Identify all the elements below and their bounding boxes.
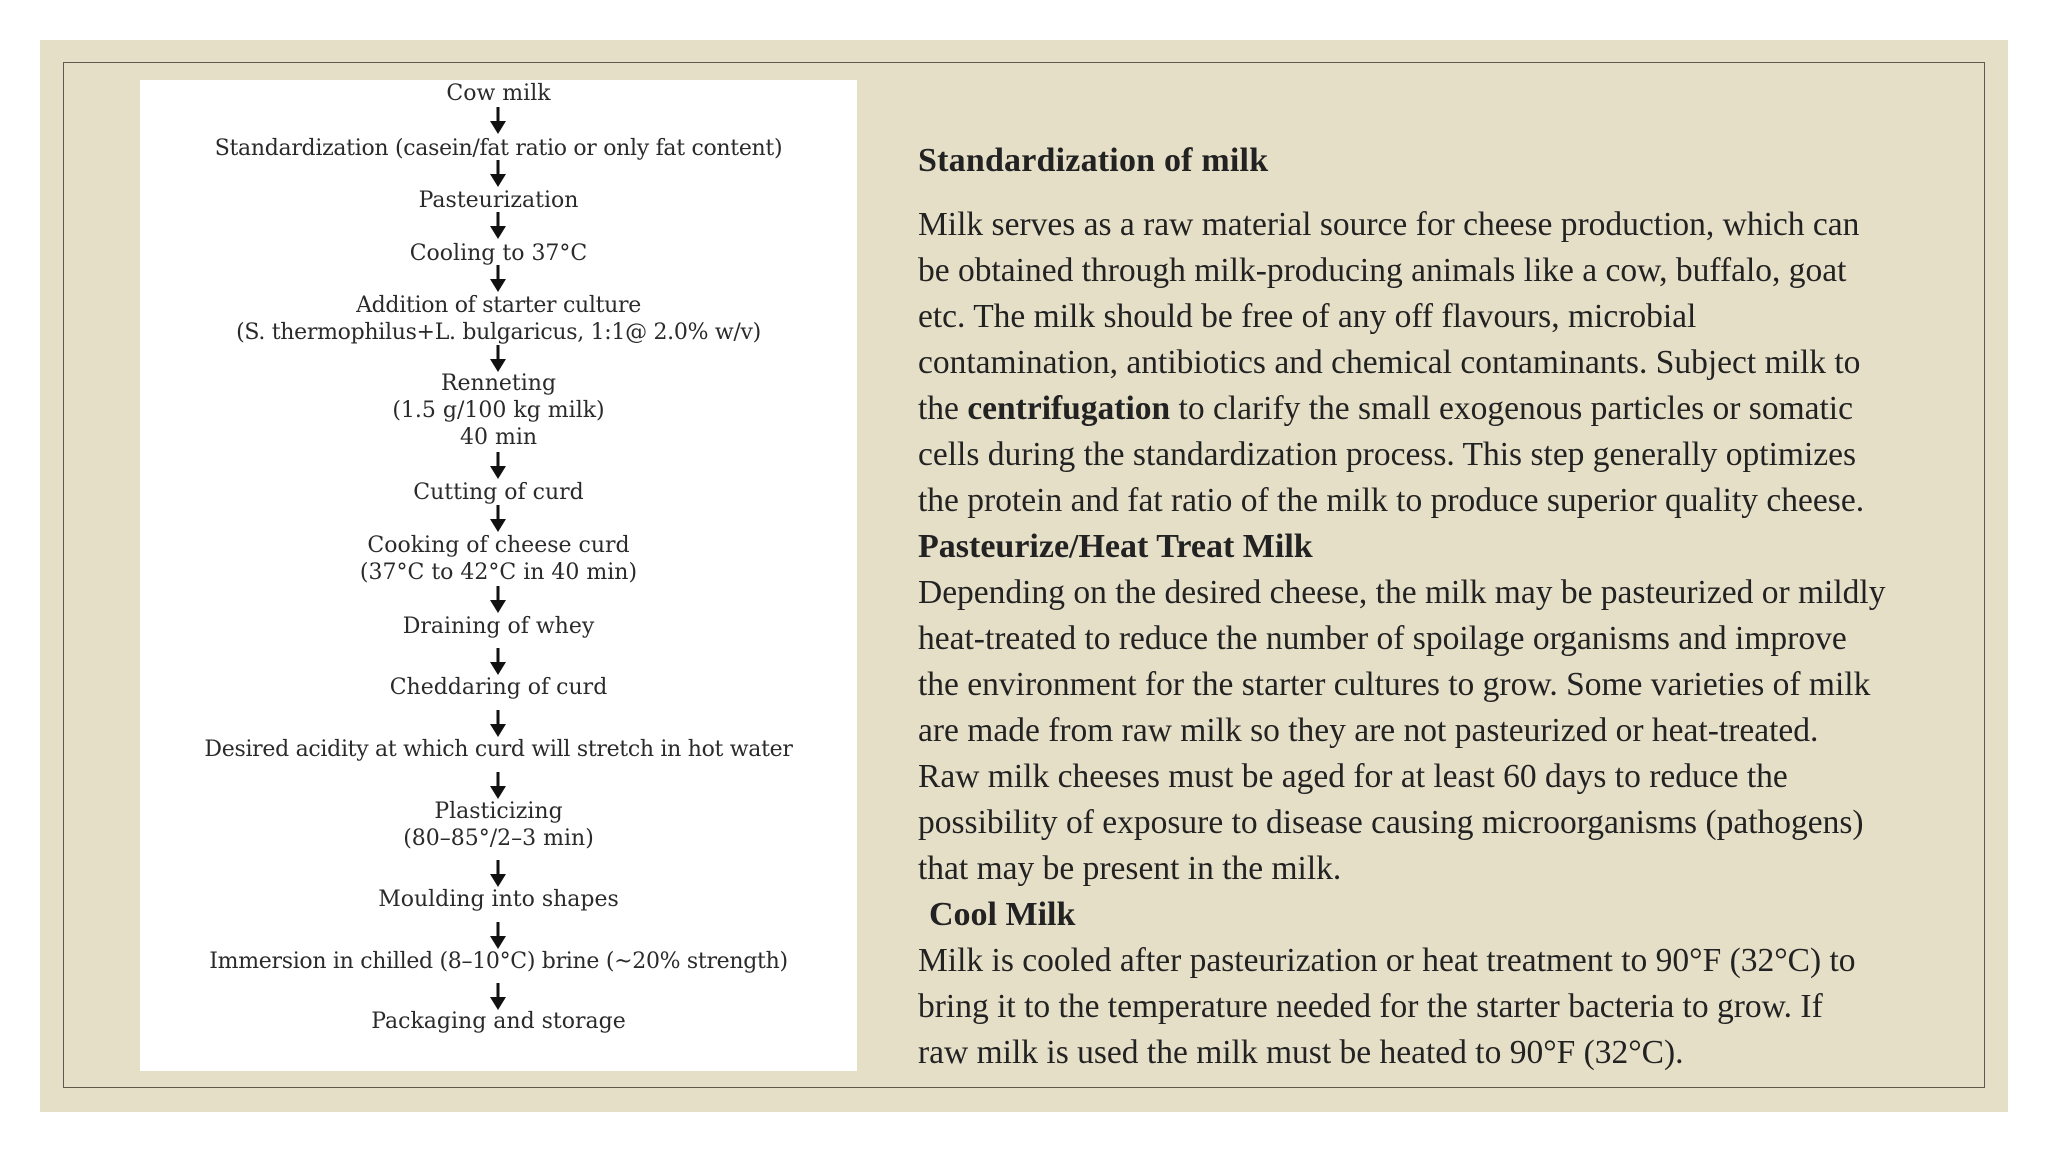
flow-step-text: Plasticizing: [434, 799, 563, 824]
down-arrow-icon: [488, 345, 508, 373]
down-arrow-icon: [488, 586, 508, 614]
down-arrow-icon: [488, 772, 508, 800]
flow-step-text: Cooking of cheese curd: [367, 533, 630, 558]
down-arrow-icon: [488, 160, 508, 188]
flow-step-text: Moulding into shapes: [378, 887, 619, 912]
paragraph-line: contamination, antibiotics and chemical contaminants. Subject milk to: [918, 344, 1861, 381]
flow-step-cow-milk: [140, 80, 857, 107]
cheese-process-flowchart: [140, 80, 857, 1071]
flow-step-cooling: [140, 240, 857, 267]
paragraph-line: are made from raw milk so they are not pasteurized or heat-treated.: [918, 712, 1819, 749]
flow-step-text: Pasteurization: [418, 188, 579, 213]
flow-step-brine-immersion: [140, 948, 857, 975]
flow-step-desired-acidity: [140, 736, 857, 763]
paragraph-line: cells during the standardization process. This step generally optimizes: [918, 436, 1857, 473]
flow-step-text: Standardization (casein/fat ratio or only fat content): [214, 136, 783, 161]
down-arrow-icon: [488, 648, 508, 676]
down-arrow-icon: [488, 983, 508, 1011]
paragraph-line: Raw milk cheeses must be aged for at least 60 days to reduce the: [918, 758, 1788, 795]
flow-step-text: (1.5 g/100 kg milk): [392, 398, 605, 423]
flow-step-text: Desired acidity at which curd will stretch in hot water: [204, 737, 793, 762]
flow-step-text: Immersion in chilled (8–10°C) brine (~20% strength): [209, 949, 788, 974]
flow-step-text: Cutting of curd: [413, 480, 584, 505]
flow-step-starter-culture: [140, 292, 857, 346]
paragraph-line: the protein and fat ratio of the milk to produce superior quality cheese.: [918, 482, 1865, 519]
paragraph-line: bring it to the temperature needed for the starter bacteria to grow. If: [918, 988, 1823, 1025]
text-run: to clarify the small exogenous particles or somatic: [1170, 390, 1853, 427]
paragraph-line: Milk is cooled after pasteurization or heat treatment to 90°F (32°C) to: [918, 942, 1856, 979]
flow-step-renneting: [140, 370, 857, 451]
paragraph-line: [918, 390, 1853, 428]
flow-step-text: Cooling to 37°C: [409, 241, 588, 266]
down-arrow-icon: [488, 265, 508, 293]
down-arrow-icon: [488, 860, 508, 888]
flow-step-text: Packaging and storage: [371, 1009, 626, 1034]
flow-step-text: 40 min: [459, 425, 538, 450]
down-arrow-icon: [488, 505, 508, 533]
paragraph-line: that may be present in the milk.: [918, 850, 1342, 887]
paragraph-line: heat-treated to reduce the number of spoilage organisms and improve: [918, 620, 1847, 657]
paragraph-line: etc. The milk should be free of any off flavours, microbial: [918, 298, 1697, 335]
flow-step-packaging: [140, 1008, 857, 1035]
down-arrow-icon: [488, 922, 508, 950]
paragraph-line: raw milk is used the milk must be heated to 90°F (32°C).: [918, 1034, 1684, 1071]
flow-step-standardization: [140, 135, 857, 162]
flow-step-text: Cheddaring of curd: [389, 675, 608, 700]
heading-standardization: Standardization of milk: [918, 142, 1269, 179]
flow-step-text: Draining of whey: [402, 614, 595, 639]
flow-step-plasticizing: [140, 798, 857, 852]
text-run: the: [918, 390, 968, 427]
down-arrow-icon: [488, 452, 508, 480]
flow-step-draining-whey: [140, 613, 857, 640]
flow-step-cooking-curd: [140, 532, 857, 586]
paragraph-line: be obtained through milk-producing animals like a cow, buffalo, goat: [918, 252, 1847, 289]
flow-step-text: (S. thermophilus+L. bulgaricus, 1:1@ 2.0% w/v): [236, 320, 761, 345]
keyword-centrifugation: centrifugation: [967, 390, 1171, 427]
heading-pasteurize: Pasteurize/Heat Treat Milk: [918, 528, 1313, 565]
flow-step-text: (80–85°/2–3 min): [403, 826, 594, 851]
flow-step-moulding: [140, 886, 857, 913]
flow-step-cutting-curd: [140, 479, 857, 506]
paragraph-line: the environment for the starter cultures to grow. Some varieties of milk: [918, 666, 1871, 703]
flow-step-text: Addition of starter culture: [356, 293, 641, 318]
heading-cool-milk: Cool Milk: [929, 896, 1076, 933]
down-arrow-icon: [488, 710, 508, 738]
paragraph-line: possibility of exposure to disease causing microorganisms (pathogens): [918, 804, 1864, 841]
paragraph-line: Depending on the desired cheese, the milk may be pasteurized or mildly: [918, 574, 1886, 611]
down-arrow-icon: [488, 107, 508, 135]
flow-step-pasteurization: [140, 187, 857, 214]
flow-step-text: Renneting: [440, 371, 557, 396]
down-arrow-icon: [488, 212, 508, 240]
paragraph-line: Milk serves as a raw material source for cheese production, which can: [918, 206, 1860, 243]
flow-step-text: Cow milk: [446, 81, 551, 106]
slide: [40, 40, 2008, 1112]
flow-step-cheddaring: [140, 674, 857, 701]
flow-step-text: (37°C to 42°C in 40 min): [359, 560, 638, 585]
